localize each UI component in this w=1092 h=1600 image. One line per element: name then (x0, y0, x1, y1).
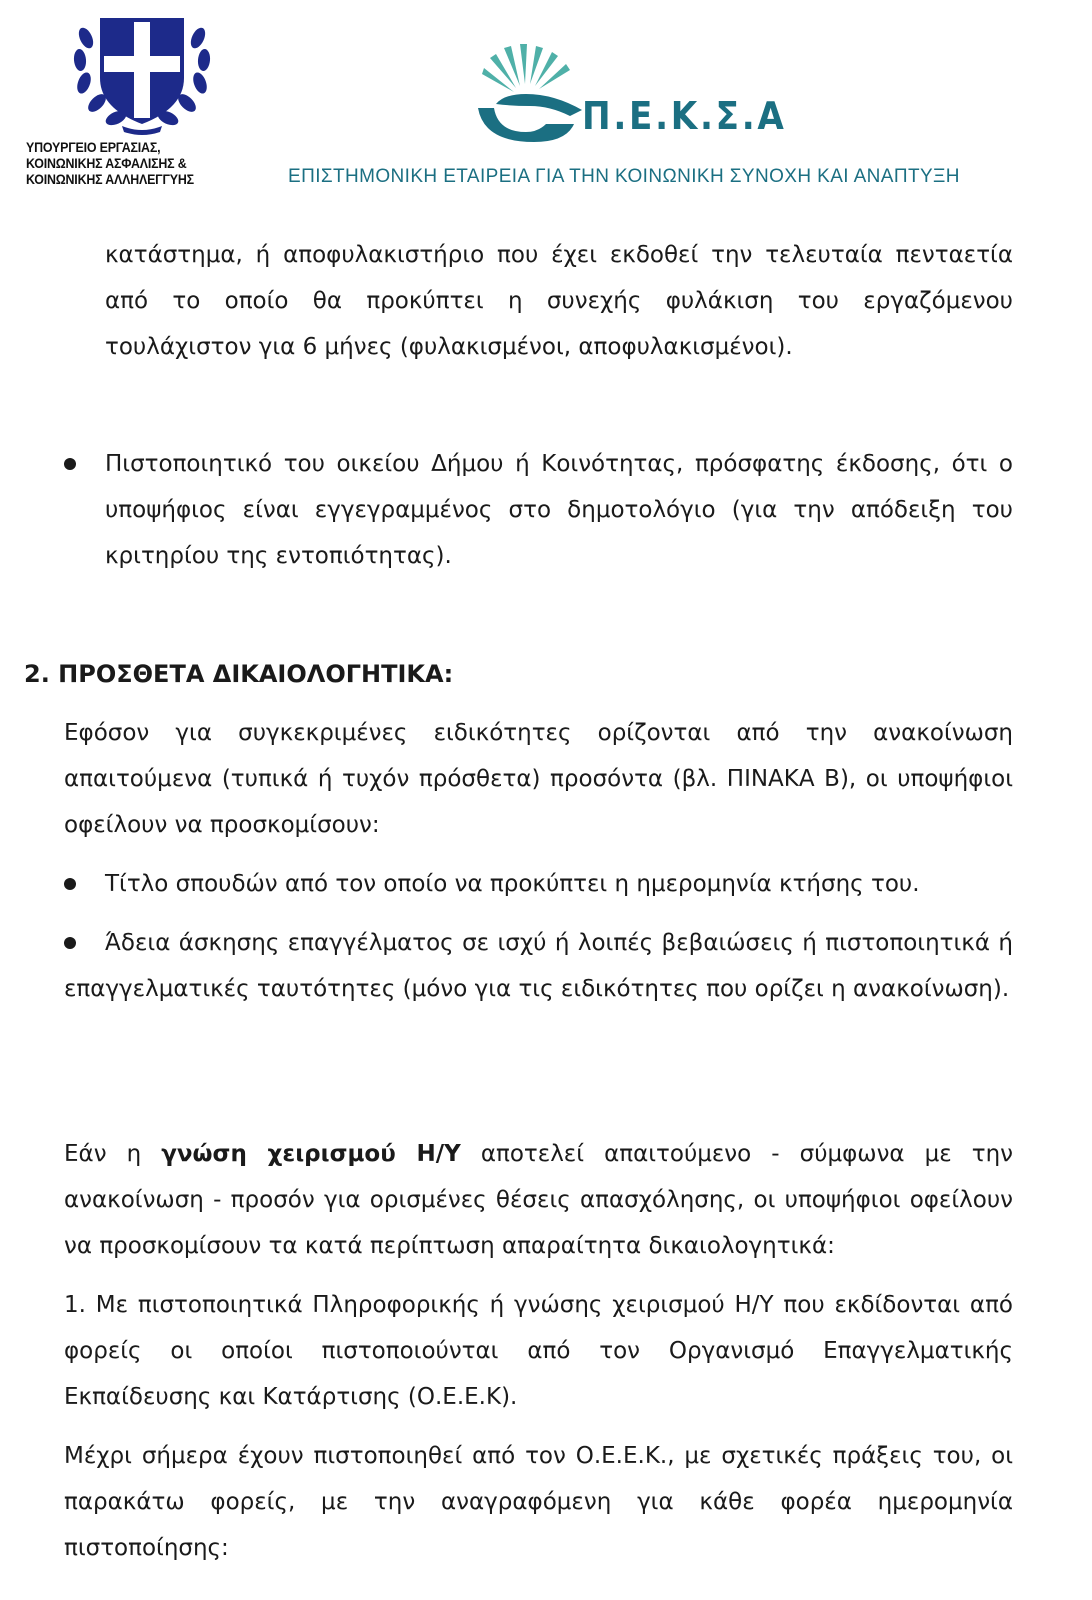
computer-para-bold: γνώση χειρισμού Η/Υ (161, 1141, 461, 1167)
document-header (0, 0, 1092, 200)
continuation-paragraph: κατάστημα, ή αποφυλακιστήριο που έχει εκδοθεί την τελευταία πενταετία από το οποίο θα προκύπτει η συνεχής φυλάκιση του εργαζόμενου τουλάχιστον για 6 μήνες (φυλακισμένοι, αποφυλακισμένοι). (105, 242, 1013, 360)
ministry-name (26, 140, 201, 188)
ministry-name-line-3: ΚΟΙΝΩΝΙΚΗΣ ΑΛΛΗΛΕΓΓΥΗΣ (26, 172, 194, 187)
org-acronym: Π.Ε.Κ.Σ.Α (582, 94, 787, 138)
ministry-name-line-2: ΚΟΙΝΩΝΙΚΗΣ ΑΣΦΑΛΙΣΗΣ & (26, 156, 187, 171)
bullet-license: Άδεια άσκησης επαγγέλματος σε ισχύ ή λοιπές βεβαιώσεις ή πιστοποιητικά ή επαγγελματικές ταυτότητες (μόνο για τις ειδικότητες που ορίζει η ανακοίνωση). (64, 930, 1013, 1002)
bullet-degree: Τίτλο σπουδών από τον οποίο να προκύπτει η ημερομηνία κτήσης του. (105, 871, 920, 897)
greek-coat-of-arms-icon (72, 8, 212, 136)
bullet-icon (64, 878, 76, 890)
numbered-item-1: 1. Με πιστοποιητικά Πληροφορικής ή γνώσης χειρισμού Η/Υ που εκδίδονται από φορείς οι οποίοι πιστοποιούνται από τον Οργανισμό Επαγγελματικής Εκπαίδευσης και Κατάρτισης (Ο.Ε.Ε.Κ). (64, 1292, 1013, 1410)
bullet-municipality: Πιστοποιητικό του οικείου Δήμου ή Κοινότητας, πρόσφατης έκδοσης, ότι ο υποψήφιος είναι εγγεγραμμένος στο δημοτολόγιο (για την απόδειξη του κριτηρίου της εντοπιότητας). (105, 451, 1013, 569)
bullet-icon (64, 458, 76, 470)
computer-para-post: αποτελεί απαιτούμενο - σύμφωνα με την ανακοίνωση - προσόν για ορισμένες θέσεις απασχόλησης, οι υποψήφιοι οφείλουν να προσκομίσουν τα κατά περίπτωση απαραίτητα δικαιολογητικά: (64, 1141, 1013, 1259)
section-heading: 2. ΠΡΟΣΘΕΤΑ ΔΙΚΑΙΟΛΟΓΗΤΙΚΑ: (24, 660, 454, 688)
ministry-logo (26, 8, 216, 193)
section-intro: Εφόσον για συγκεκριμένες ειδικότητες ορίζονται από την ανακοίνωση απαιτούμενα (τυπικά ή τυχόν πρόσθετα) προσόντα (βλ. ΠΙΝΑΚΑ Β), οι υποψήφιοι οφείλουν να προσκομίσουν: (64, 720, 1013, 838)
org-tagline: ΕΠΙΣΤΗΜΟΝΙΚΗ ΕΤΑΙΡΕΙΑ ΓΙΑ ΤΗΝ ΚΟΙΝΩΝΙΚΗ ΣΥΝΟΧΗ ΚΑΙ ΑΝΑΠΤΥΞΗ (288, 166, 960, 187)
certified-bodies-paragraph: Μέχρι σήμερα έχουν πιστοποιηθεί από τον Ο.Ε.Ε.Κ., με σχετικές πράξεις του, οι παρακάτω φορείς, με την αναγραφόμενη για κάθε φορέα ημερομηνία πιστοποίησης: (64, 1443, 1013, 1561)
computer-para-pre: Εάν η (64, 1141, 162, 1167)
ministry-name-line-1: ΥΠΟΥΡΓΕΙΟ ΕΡΓΑΣΙΑΣ, (26, 140, 161, 155)
computer-skills-paragraph (64, 1131, 1013, 1269)
